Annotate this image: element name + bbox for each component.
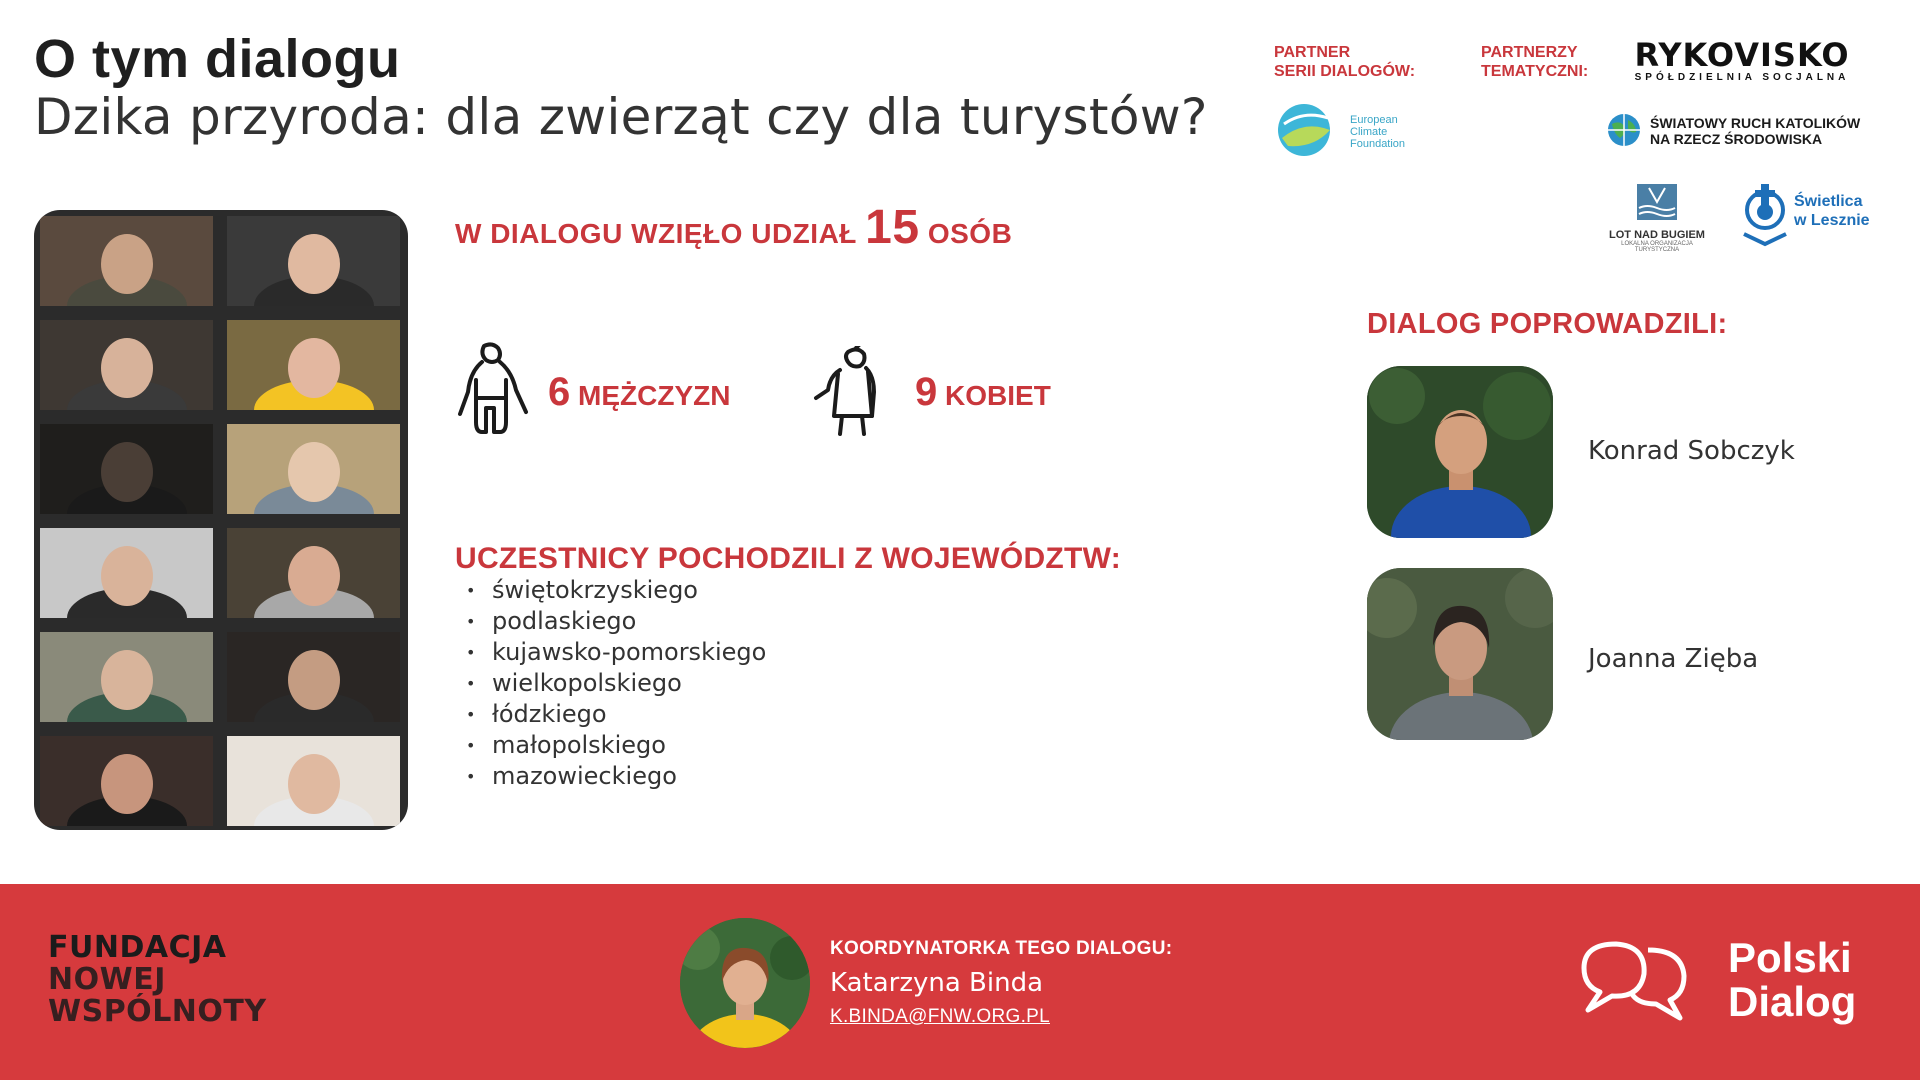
video-tile: [40, 320, 213, 410]
women-count: [915, 370, 1051, 415]
regions-title: UCZESTNICY POCHODZILI Z WOJEWÓDZTW:: [455, 542, 1122, 575]
video-call-grid: [34, 210, 408, 830]
ecf-text-line2: Climate: [1350, 126, 1388, 138]
swietlica-text: [1794, 192, 1870, 230]
rykovisko-logo: [1632, 36, 1852, 83]
video-tile: [40, 736, 213, 826]
list-item: • łódzkiego: [466, 699, 766, 730]
swiatowy-text: [1650, 115, 1860, 147]
list-item: • podlaskiego: [466, 606, 766, 637]
video-tile: [40, 216, 213, 306]
list-item: • wielkopolskiego: [466, 668, 766, 699]
speech-bubbles-icon: [1578, 936, 1692, 1024]
globe-icon: [1606, 112, 1642, 148]
video-tile: [227, 424, 400, 514]
coordinator-label: KOORDYNATORKA TEGO DIALOGU:: [830, 938, 1173, 959]
man-figure-icon: [452, 342, 532, 440]
women-label: KOBIET: [945, 380, 1051, 411]
video-tile: [227, 528, 400, 618]
ecf-text-line1: European: [1350, 114, 1398, 126]
partner-series-label: [1274, 43, 1444, 81]
partner-thematic-label-line1: PARTNERZY: [1481, 44, 1578, 61]
woman-figure-icon: [810, 346, 894, 438]
ecf-text-line3: Foundation: [1350, 138, 1406, 150]
participants-count: [455, 200, 1012, 255]
swiatowy-text-line1: ŚWIATOWY RUCH KATOLIKÓW: [1650, 115, 1861, 131]
regions-list: [466, 575, 766, 792]
men-count: [548, 370, 730, 415]
list-item: • małopolskiego: [466, 730, 766, 761]
polski-dialog-line1: Polski: [1728, 934, 1852, 981]
video-tile: [227, 632, 400, 722]
polski-dialog-logo: [1728, 936, 1856, 1024]
fundacja-nowej-wspolnoty-logo: [48, 932, 298, 1042]
participants-prefix: W DIALOGU WZIĘŁO UDZIAŁ: [455, 218, 857, 249]
women-number: 9: [915, 370, 938, 414]
video-tile: [227, 320, 400, 410]
men-label: MĘŻCZYZN: [578, 380, 731, 411]
partner-thematic-label-line2: TEMATYCZNI:: [1481, 63, 1589, 80]
video-tile: [40, 424, 213, 514]
ecf-emblem-icon: [1274, 100, 1340, 160]
fnw-logo-line2: NOWEJ: [48, 962, 166, 997]
swiatowy-ruch-logo: [1606, 112, 1876, 152]
moderator-name: Joanna Zięba: [1588, 644, 1759, 674]
page-subtitle: Dzika przyroda: dla zwierząt czy dla turystów?: [34, 88, 1208, 146]
participants-suffix: OSÓB: [927, 218, 1013, 249]
page-title: O tym dialogu: [34, 29, 401, 89]
swiatowy-text-line2: NA RZECZ ŚRODOWISKA: [1650, 131, 1823, 147]
video-tile: [227, 736, 400, 826]
lot-nad-bugiem-logo: [1602, 182, 1712, 253]
swietlica-logo: [1738, 180, 1878, 252]
list-item: • kujawsko-pomorskiego: [466, 637, 766, 668]
partner-series-label-line2: SERII DIALOGÓW:: [1274, 63, 1416, 80]
lot-emblem-icon: [1635, 182, 1679, 222]
video-tile: [40, 528, 213, 618]
list-item: • mazowieckiego: [466, 761, 766, 792]
coordinator-photo: [680, 918, 810, 1048]
moderator-photo: [1367, 568, 1553, 740]
rykovisko-tagline: SPÓŁDZIELNIA SOCJALNA: [1634, 72, 1850, 83]
men-number: 6: [548, 370, 571, 414]
coordinator-name: Katarzyna Binda: [830, 968, 1044, 998]
cross-emblem-icon: [1738, 180, 1792, 252]
moderator-name: Konrad Sobczyk: [1588, 436, 1795, 466]
participants-number: 15: [865, 201, 920, 254]
rykovisko-wordmark: RYKOVISKO: [1634, 36, 1850, 74]
video-tile: [40, 632, 213, 722]
moderators-title: DIALOG POPROWADZILI:: [1367, 308, 1728, 340]
moderator-photo: [1367, 366, 1553, 538]
fnw-logo-line1: FUNDACJA: [48, 930, 227, 965]
video-tile: [227, 216, 400, 306]
list-item: • świętokrzyskiego: [466, 575, 766, 606]
partner-thematic-label: [1481, 43, 1611, 81]
fnw-logo-line3: WSPÓLNOTY: [48, 994, 267, 1029]
lot-name: LOT NAD BUGIEM: [1609, 229, 1705, 241]
coordinator-email-link[interactable]: K.BINDA@FNW.ORG.PL: [830, 1006, 1050, 1027]
swietlica-text-line2: w Lesznie: [1794, 212, 1870, 229]
ecf-text: [1350, 114, 1405, 150]
lot-subtitle: LOKALNA ORGANIZACJA TURYSTYCZNA: [1621, 241, 1693, 253]
polski-dialog-line2: Dialog: [1728, 978, 1857, 1025]
european-climate-foundation-logo: [1274, 100, 1424, 160]
partner-series-label-line1: PARTNER: [1274, 44, 1351, 61]
swietlica-text-line1: Świetlica: [1794, 193, 1863, 210]
